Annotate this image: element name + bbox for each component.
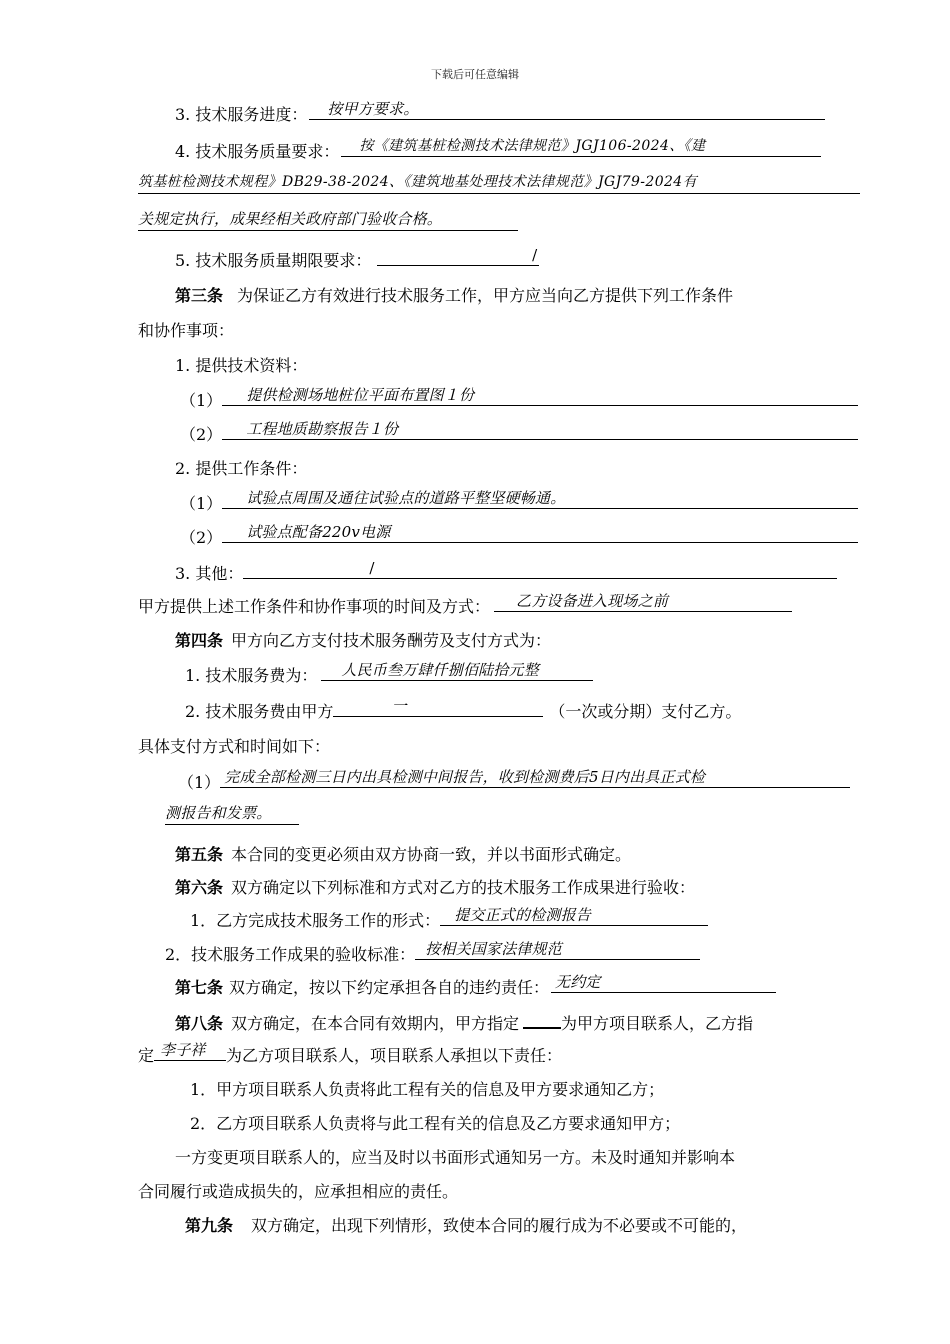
article-4-text: 甲方向乙方支付技术服务酬劳及支付方式为： bbox=[231, 631, 552, 650]
tech-material-line bbox=[0, 349, 950, 383]
article-8 bbox=[0, 1005, 950, 1039]
contact-change-line bbox=[0, 1141, 950, 1175]
article-6 bbox=[0, 871, 950, 905]
acceptance-label: 2．技术服务工作成果的验收标准： bbox=[165, 945, 416, 964]
tech-material-label: 1. 提供技术资料： bbox=[175, 356, 308, 375]
progress-label: 3. 技术服务进度： bbox=[175, 105, 308, 124]
contact-duty-2-text: 2．乙方项目联系人负责将与此工程有关的信息及乙方要求通知甲方； bbox=[190, 1114, 681, 1133]
payment-value: 一 bbox=[333, 695, 543, 717]
material-item-1-num: （1） bbox=[180, 391, 223, 410]
article-5 bbox=[0, 838, 950, 872]
payment-suffix: （一次或分期）支付乙方。 bbox=[549, 702, 742, 721]
other-value: / bbox=[243, 557, 837, 579]
material-item-1-value: 提供检测场地桩位平面布置图１份 bbox=[222, 384, 858, 406]
quality-line-2 bbox=[0, 171, 950, 205]
work-condition-line bbox=[0, 452, 950, 486]
article-3-title: 第三条 bbox=[175, 286, 224, 305]
article-5-title: 第五条 bbox=[175, 845, 224, 864]
article-4 bbox=[0, 624, 950, 658]
work-condition-label: 2. 提供工作条件： bbox=[175, 459, 308, 478]
quality-line bbox=[0, 135, 950, 169]
fee-line bbox=[0, 659, 950, 693]
article-8-contact-a bbox=[523, 1005, 561, 1029]
contact-change-line-2 bbox=[0, 1175, 950, 1209]
acceptance-line bbox=[0, 938, 950, 972]
condition-item-1-value: 试验点周围及通往试验点的道路平整坚硬畅通。 bbox=[222, 487, 858, 509]
condition-item-2 bbox=[0, 521, 950, 555]
quality-value: 按《建筑基桩检测技术法律规范》JGJ106-2024、《建 bbox=[341, 135, 821, 157]
material-item-2-value: 工程地质勘察报告１份 bbox=[222, 418, 858, 440]
payment-item-1-num: （1） bbox=[178, 773, 221, 792]
article-8-line-2 bbox=[0, 1039, 950, 1073]
article-8-suffix-2: 为乙方项目联系人，项目联系人承担以下责任： bbox=[226, 1046, 563, 1065]
article-5-text: 本合同的变更必须由双方协商一致，并以书面形式确定。 bbox=[231, 845, 632, 864]
article-8-text: 双方确定，在本合同有效期内，甲方指定 bbox=[231, 1014, 520, 1033]
progress-value: 按甲方要求。 bbox=[309, 98, 825, 120]
article-7 bbox=[0, 971, 950, 1005]
article-7-text: 双方确定，按以下约定承担各自的违约责任： bbox=[229, 978, 550, 997]
period-label: 5. 技术服务质量期限要求： bbox=[175, 251, 372, 270]
fee-value: 人民币叁万肆仟捌佰陆拾元整 bbox=[321, 659, 593, 681]
payment-item-1-line-2 bbox=[0, 802, 950, 836]
article-8-contact-b: 李子祥 bbox=[154, 1039, 226, 1061]
contact-duty-2 bbox=[0, 1107, 950, 1141]
article-7-title: 第七条 bbox=[175, 978, 224, 997]
article-9-text: 双方确定，出现下列情形，致使本合同的履行成为不必要或不可能的， bbox=[251, 1216, 748, 1235]
progress-line bbox=[0, 98, 950, 132]
payment-label: 2. 技术服务费由甲方 bbox=[185, 702, 334, 721]
quality-label: 4. 技术服务质量要求： bbox=[175, 142, 340, 161]
condition-item-1 bbox=[0, 487, 950, 521]
page-header: 下载后可任意编辑 bbox=[431, 68, 519, 81]
provide-time-line bbox=[0, 590, 950, 624]
quality-value-3: 关规定执行，成果经相关政府部门验收合格。 bbox=[138, 208, 518, 231]
payment-line bbox=[0, 695, 950, 729]
article-6-text: 双方确定以下列标准和方式对乙方的技术服务工作成果进行验收： bbox=[231, 878, 696, 897]
article-8-suffix: 为甲方项目联系人，乙方指 bbox=[561, 1014, 754, 1033]
other-line bbox=[0, 557, 950, 591]
work-form-label: 1．乙方完成技术服务工作的形式： bbox=[190, 911, 441, 930]
article-3-line-2 bbox=[0, 314, 950, 348]
acceptance-value: 按相关国家法律规范 bbox=[415, 938, 700, 960]
provide-time-value: 乙方设备进入现场之前 bbox=[494, 590, 792, 612]
payment-detail-label: 具体支付方式和时间如下： bbox=[138, 737, 331, 756]
period-value: / bbox=[377, 244, 539, 266]
contact-duty-1 bbox=[0, 1073, 950, 1107]
article-8-prefix: 定 bbox=[138, 1046, 155, 1065]
article-9-title: 第九条 bbox=[185, 1216, 234, 1235]
payment-item-1-value-2: 测报告和发票。 bbox=[165, 802, 299, 825]
contact-change-text: 一方变更项目联系人的，应当及时以书面形式通知另一方。未及时通知并影响本 bbox=[175, 1148, 736, 1167]
payment-item-1-value: 完成全部检测三日内出具检测中间报告，收到检测费后5日内出具正式检 bbox=[220, 766, 850, 788]
article-3-text-2: 和协作事项： bbox=[138, 321, 235, 340]
quality-line-3 bbox=[0, 208, 950, 242]
payment-detail-line bbox=[0, 730, 950, 764]
work-form-value: 提交正式的检测报告 bbox=[440, 904, 708, 926]
material-item-2-num: （2） bbox=[180, 425, 223, 444]
contact-change-text-2: 合同履行或造成损失的，应承担相应的责任。 bbox=[138, 1182, 459, 1201]
condition-item-2-num: （2） bbox=[180, 528, 223, 547]
condition-item-1-num: （1） bbox=[180, 494, 223, 513]
provide-time-label: 甲方提供上述工作条件和协作事项的时间及方式： bbox=[138, 597, 491, 616]
fee-label: 1. 技术服务费为： bbox=[185, 666, 318, 685]
contact-duty-1-text: 1．甲方项目联系人负责将此工程有关的信息及甲方要求通知乙方； bbox=[190, 1080, 665, 1099]
article-8-title: 第八条 bbox=[175, 1014, 224, 1033]
article-3-text: 为保证乙方有效进行技术服务工作，甲方应当向乙方提供下列工作条件 bbox=[237, 286, 734, 305]
article-7-value: 无约定 bbox=[551, 971, 776, 993]
quality-value-2: 筑基桩检测技术规程》DB29-38-2024、《建筑地基处理技术法律规范》JGJ79-2024有 bbox=[138, 171, 860, 194]
material-item-1 bbox=[0, 384, 950, 418]
material-item-2 bbox=[0, 418, 950, 452]
article-3 bbox=[0, 279, 950, 313]
condition-item-2-value: 试验点配备220v电源 bbox=[222, 521, 858, 543]
period-line bbox=[0, 244, 950, 278]
payment-item-1 bbox=[0, 766, 950, 800]
other-label: 3. 其他： bbox=[175, 564, 244, 583]
article-6-title: 第六条 bbox=[175, 878, 224, 897]
work-form-line bbox=[0, 904, 950, 938]
article-4-title: 第四条 bbox=[175, 631, 224, 650]
article-9 bbox=[0, 1209, 950, 1243]
